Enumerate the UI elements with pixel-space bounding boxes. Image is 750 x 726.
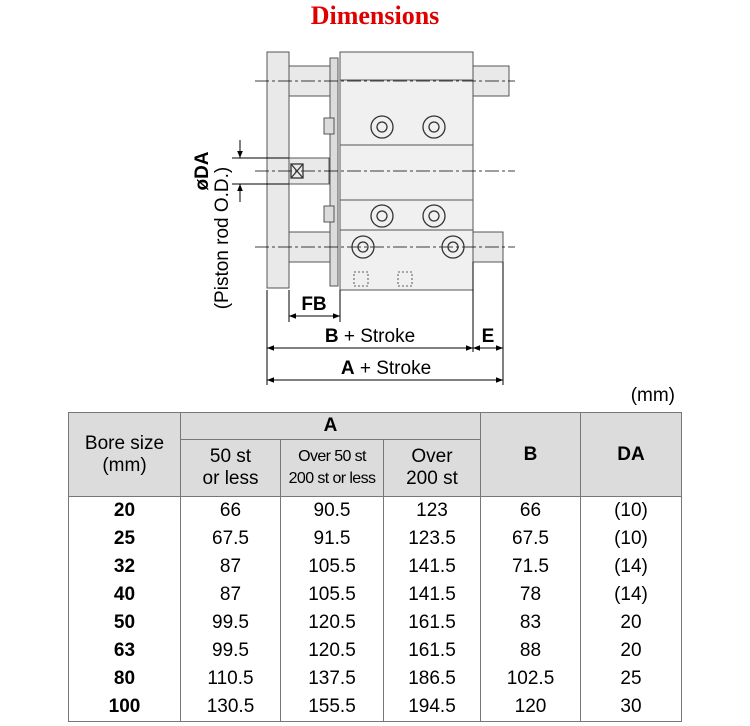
table-cell-bore: 100 [69,693,181,722]
e-label: E [481,326,495,347]
table-cell-da: (10) [581,525,682,553]
table-cell-bore: 40 [69,581,181,609]
table-cell-a2: 155.5 [281,693,384,722]
table-cell-a2: 137.5 [281,665,384,693]
table-cell-bore: 32 [69,553,181,581]
table-cell-bore: 80 [69,665,181,693]
page-title: Dimensions [310,1,440,30]
table-row [69,497,682,526]
table-cell-a1: 130.5 [181,693,281,722]
dimensions-table [68,412,682,722]
a-sub-header: Over 200 st [384,440,481,497]
table-cell-a1: 67.5 [181,525,281,553]
table-cell-b: 83 [481,609,581,637]
table-row [69,553,682,581]
fb-label: FB [301,294,327,315]
table-cell-a2: 90.5 [281,497,384,526]
bore-size-header: Bore size (mm) [69,413,181,497]
table-cell-b: 66 [481,497,581,526]
rod-cover [330,58,338,286]
table-row [69,637,682,665]
piston-rod-label: (Piston rod O.D.) [212,166,233,310]
table-cell-bore: 20 [69,497,181,526]
table-cell-da: (14) [581,581,682,609]
table-cell-a2: 120.5 [281,609,384,637]
table-cell-bore: 63 [69,637,181,665]
table-cell-a1: 99.5 [181,609,281,637]
table-cell-da: 25 [581,665,682,693]
table-cell-bore: 50 [69,609,181,637]
a-stroke-label: A + Stroke [340,358,432,379]
table-cell-da: (14) [581,553,682,581]
table-cell-a3: 123 [384,497,481,526]
end-plate [267,52,289,288]
da-header: DA [581,413,682,497]
table-cell-da: (10) [581,497,682,526]
table-row [69,665,682,693]
table-cell-da: 30 [581,693,682,722]
table-cell-b: 78 [481,581,581,609]
table-cell-a3: 141.5 [384,553,481,581]
table-cell-a3: 123.5 [384,525,481,553]
table-cell-a1: 110.5 [181,665,281,693]
table-cell-b: 71.5 [481,553,581,581]
table-cell-a1: 66 [181,497,281,526]
table-row [69,609,682,637]
b-stroke-label: B + Stroke [324,326,416,347]
table-row [69,581,682,609]
table-cell-a2: 120.5 [281,637,384,665]
da-label: øDA [192,151,213,191]
table-cell-b: 102.5 [481,665,581,693]
a-sub-header: Over 50 st 200 st or less [281,440,384,497]
table-cell-a1: 87 [181,553,281,581]
table-cell-a3: 141.5 [384,581,481,609]
table-cell-a2: 105.5 [281,581,384,609]
unit-label: (mm) [630,385,675,406]
table-cell-a1: 99.5 [181,637,281,665]
table-cell-da: 20 [581,609,682,637]
table-row [69,693,682,722]
table-row [69,525,682,553]
table-cell-a3: 186.5 [384,665,481,693]
table-cell-a3: 194.5 [384,693,481,722]
table-cell-da: 20 [581,637,682,665]
a-header: A [181,413,481,440]
table-cell-a3: 161.5 [384,637,481,665]
table-cell-b: 120 [481,693,581,722]
table-cell-a1: 87 [181,581,281,609]
table-cell-a3: 161.5 [384,609,481,637]
b-header: B [481,413,581,497]
table-cell-b: 67.5 [481,525,581,553]
table-cell-bore: 25 [69,525,181,553]
table-cell-a2: 105.5 [281,553,384,581]
table-cell-a2: 91.5 [281,525,384,553]
table-cell-b: 88 [481,637,581,665]
a-sub-header: 50 st or less [181,440,281,497]
